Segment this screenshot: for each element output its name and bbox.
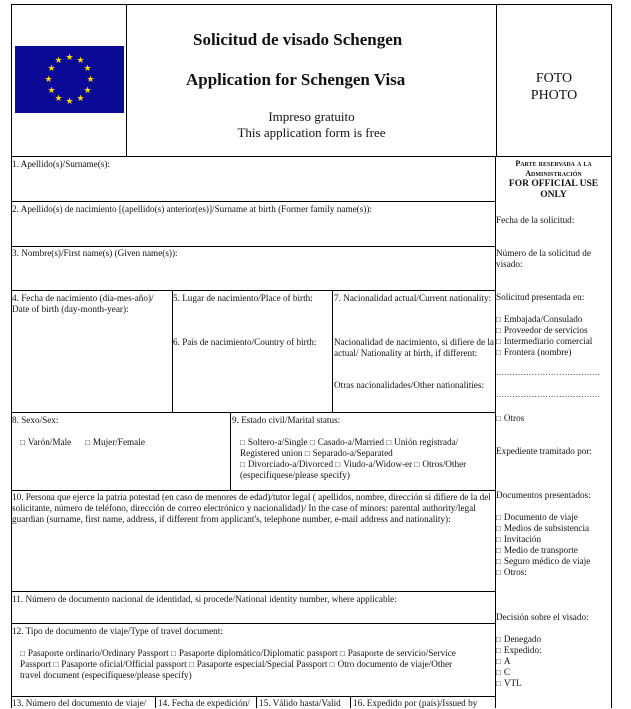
lodged-embassy-checkbox[interactable]: □ Embajada/Consulado: [496, 314, 582, 325]
official-heading-en: FOR OFFICIAL USE ONLY: [508, 179, 599, 200]
surname-input[interactable]: [14, 172, 492, 198]
field-3-first-name-label: 3. Nombre(s)/First name(s) (Given name(s)):: [12, 248, 178, 258]
handled-by-label: Expediente tramitado por:: [496, 446, 592, 456]
field-1-surname-label: 1. Apellido(s)/Surname(s):: [12, 159, 110, 169]
row-line-3: [11, 246, 495, 247]
divider-8-9: [230, 412, 231, 490]
free-notice-es: Impreso gratuito: [268, 109, 355, 124]
guardian-input[interactable]: [14, 540, 492, 588]
field-5-place-birth-label: 5. Lugar de nacimiento/Place of birth:: [173, 293, 313, 303]
doc-transport-checkbox[interactable]: □ Medio de transporte: [496, 545, 578, 556]
row-line-4: [11, 290, 495, 291]
row-line-10: [11, 490, 495, 491]
field-12-doc-type-label: 12. Tipo de documento de viaje/Type of travel document:: [12, 626, 223, 636]
free-notice-en: This application form is free: [237, 125, 386, 140]
date-of-birth-input[interactable]: [14, 320, 169, 408]
field-2-surname-birth-label: 2. Apellido(s) de nacimiento [(apellido(s) anterior(es)]/Surname at birth (Former family name(s)):: [12, 204, 372, 214]
marital-other-checkbox[interactable]: □ Otros/Other: [414, 459, 466, 469]
marital-single-checkbox[interactable]: □ Soltero-a/Single: [240, 437, 308, 447]
surname-at-birth-input[interactable]: [14, 217, 492, 243]
field-7-other-nationalities-label: Otras nacionalidades/Other nationalities:: [334, 380, 485, 390]
doc-official-passport-checkbox[interactable]: □ Pasaporte oficial/Official passport: [53, 659, 186, 669]
doc-others-checkbox[interactable]: □ Otros:: [496, 567, 527, 578]
first-name-input[interactable]: [14, 261, 492, 287]
title-en: Application for Schengen Visa: [186, 70, 406, 89]
border-right: [611, 4, 612, 708]
doc-diplomatic-passport-checkbox[interactable]: □ Pasaporte diplomático/Diplomatic passport: [171, 648, 338, 658]
place-of-birth-input[interactable]: [175, 306, 329, 334]
field-6-country-birth-label: 6. País de nacimiento/Country of birth:: [173, 337, 317, 347]
doc-ordinary-passport-checkbox[interactable]: □ Pasaporte ordinario/Ordinary Passport: [20, 648, 169, 658]
service-passport-text: Passport: [20, 659, 52, 669]
field-4-dob-label: 4. Fecha de nacimiento (día-mes-año)/ Date of birth (day-month-year):: [12, 293, 154, 314]
sex-female-checkbox[interactable]: □ Mujer/Female: [85, 437, 145, 448]
divider-4-5: [172, 290, 173, 412]
lodged-service-provider-checkbox[interactable]: □ Proveedor de servicios: [496, 325, 588, 336]
decision-c-checkbox[interactable]: □ C: [496, 667, 510, 678]
doc-invitation-checkbox[interactable]: □ Invitación: [496, 534, 541, 545]
current-nationality-input[interactable]: [336, 316, 491, 334]
field-7-nationality-label: 7. Nacionalidad actual/Current nationality:: [334, 293, 492, 303]
field-7-nationality-birth-label: Nacionalidad de nacimiento, si difiere de la actual/ Nationality at birth, if different:: [334, 337, 494, 358]
documents-label: Documentos presentados:: [496, 490, 591, 500]
lodged-at-label: Solicitud presentada en:: [496, 292, 585, 302]
divider-14-15: [256, 696, 257, 708]
doc-travel-document-checkbox[interactable]: □ Documento de viaje: [496, 512, 578, 523]
divider-15-16: [350, 696, 351, 708]
divider-5-7: [332, 290, 333, 412]
doc-other-checkbox[interactable]: □ Otro documento de viaje/Other: [330, 659, 452, 669]
row-line-8: [11, 412, 495, 413]
marital-line-1: [240, 437, 458, 448]
sex-male-checkbox[interactable]: □ Varón/Male: [20, 437, 71, 448]
marital-line-2: [240, 448, 393, 459]
row-line-11: [11, 591, 495, 592]
field-15-valid-until-label: 15. Válido hasta/Valid: [259, 698, 341, 708]
border-name-dots-1: ......................................: [496, 367, 601, 377]
nationality-at-birth-input[interactable]: [336, 360, 491, 376]
country-of-birth-input[interactable]: [175, 350, 329, 408]
decision-issued-checkbox[interactable]: □ Expedido:: [496, 645, 542, 656]
row-line-12: [11, 623, 495, 624]
lodged-other-checkbox[interactable]: □ Otros: [496, 413, 524, 424]
photo-label-en: PHOTO: [530, 88, 578, 103]
doc-service-passport-checkbox[interactable]: □ Pasaporte de servicio/Service: [340, 648, 456, 658]
official-heading-es: Parte reservada a la Administración: [515, 159, 592, 178]
doc-subsistence-checkbox[interactable]: □ Medios de subsistencia: [496, 523, 589, 534]
visa-decision-label: Decisión sobre el visado:: [496, 612, 589, 622]
lodged-border-checkbox[interactable]: □ Frontera (nombre): [496, 347, 571, 358]
row-line-13: [11, 696, 495, 697]
marital-divorced-checkbox[interactable]: □ Divorciado-a/Divorced: [240, 459, 333, 469]
doc-special-passport-checkbox[interactable]: □ Pasaporte especial/Special Passport: [189, 659, 327, 669]
marital-married-checkbox[interactable]: □ Casado-a/Married: [310, 437, 384, 447]
field-9-marital-label: 9. Estado civil/Marital status:: [232, 415, 341, 425]
registered-union-text: Registered union: [240, 448, 303, 458]
marital-line-3: [240, 459, 466, 470]
marital-widowed-checkbox[interactable]: □ Viudo-a/Widow-er: [335, 459, 412, 469]
photo-box[interactable]: [497, 5, 611, 156]
doc-insurance-checkbox[interactable]: □ Seguro médico de viaje: [496, 556, 590, 567]
title-es: Solicitud de visado Schengen: [193, 30, 403, 49]
doc-type-specify-text: travel document (especifíquese/please specify): [20, 670, 192, 680]
marital-specify-text: (especifíquese/please specify): [240, 470, 350, 480]
field-11-national-id-label: 11. Número de documento nacional de identidad, si procede/National identity number, where applicable:: [12, 594, 397, 604]
border-name-dots-2: ......................................: [496, 389, 601, 399]
other-nationalities-input[interactable]: [336, 393, 491, 409]
field-16-issued-by-label: 16. Expedido por (país)/Issued by: [353, 698, 478, 708]
doc-type-line-1: [20, 648, 456, 659]
decision-refused-checkbox[interactable]: □ Denegado: [496, 634, 541, 645]
official-use-panel: [496, 157, 611, 708]
field-10-guardian-label: 10. Persona que ejerce la patria potestad (en caso de menores de edad)/tutor legal ( apellidos, nombre, dirección si difiere de la del solicitante, número de teléfono, dirección de correo electrónico y nacionalidad)/ In the case of minors: parental authority/legal guardian (surname, first name, address, if different from applicant's, telephone number, e-mail address and nationality):: [12, 492, 491, 524]
national-id-input[interactable]: [14, 607, 492, 621]
application-number-label-2: visado:: [496, 259, 523, 269]
doc-type-line-2: [20, 659, 452, 670]
marital-registered-union-checkbox[interactable]: □ Unión registrada/: [386, 437, 458, 447]
lodged-intermediary-checkbox[interactable]: □ Intermediario comercial: [496, 336, 592, 347]
eu-flag-icon: ★ ★ ★ ★ ★ ★ ★ ★ ★ ★ ★ ★: [15, 46, 124, 113]
application-number-label-1: Número de la solicitud de: [496, 248, 591, 258]
marital-separated-checkbox[interactable]: □ Separado-a/Separated: [305, 448, 393, 458]
photo-label-es: FOTO: [535, 71, 573, 86]
row-line-2: [11, 201, 495, 202]
field-13-doc-number-label: 13. Número del documento de viaje/: [12, 698, 147, 708]
application-date-label: Fecha de la solicitud:: [496, 215, 575, 225]
field-14-issue-date-label: 14. Fecha de expedición/: [158, 698, 250, 708]
field-8-sex-label: 8. Sexo/Sex:: [12, 415, 59, 425]
decision-vtl-checkbox[interactable]: □ VTL: [496, 678, 522, 689]
decision-a-checkbox[interactable]: □ A: [496, 656, 510, 667]
divider-13-14: [155, 696, 156, 708]
